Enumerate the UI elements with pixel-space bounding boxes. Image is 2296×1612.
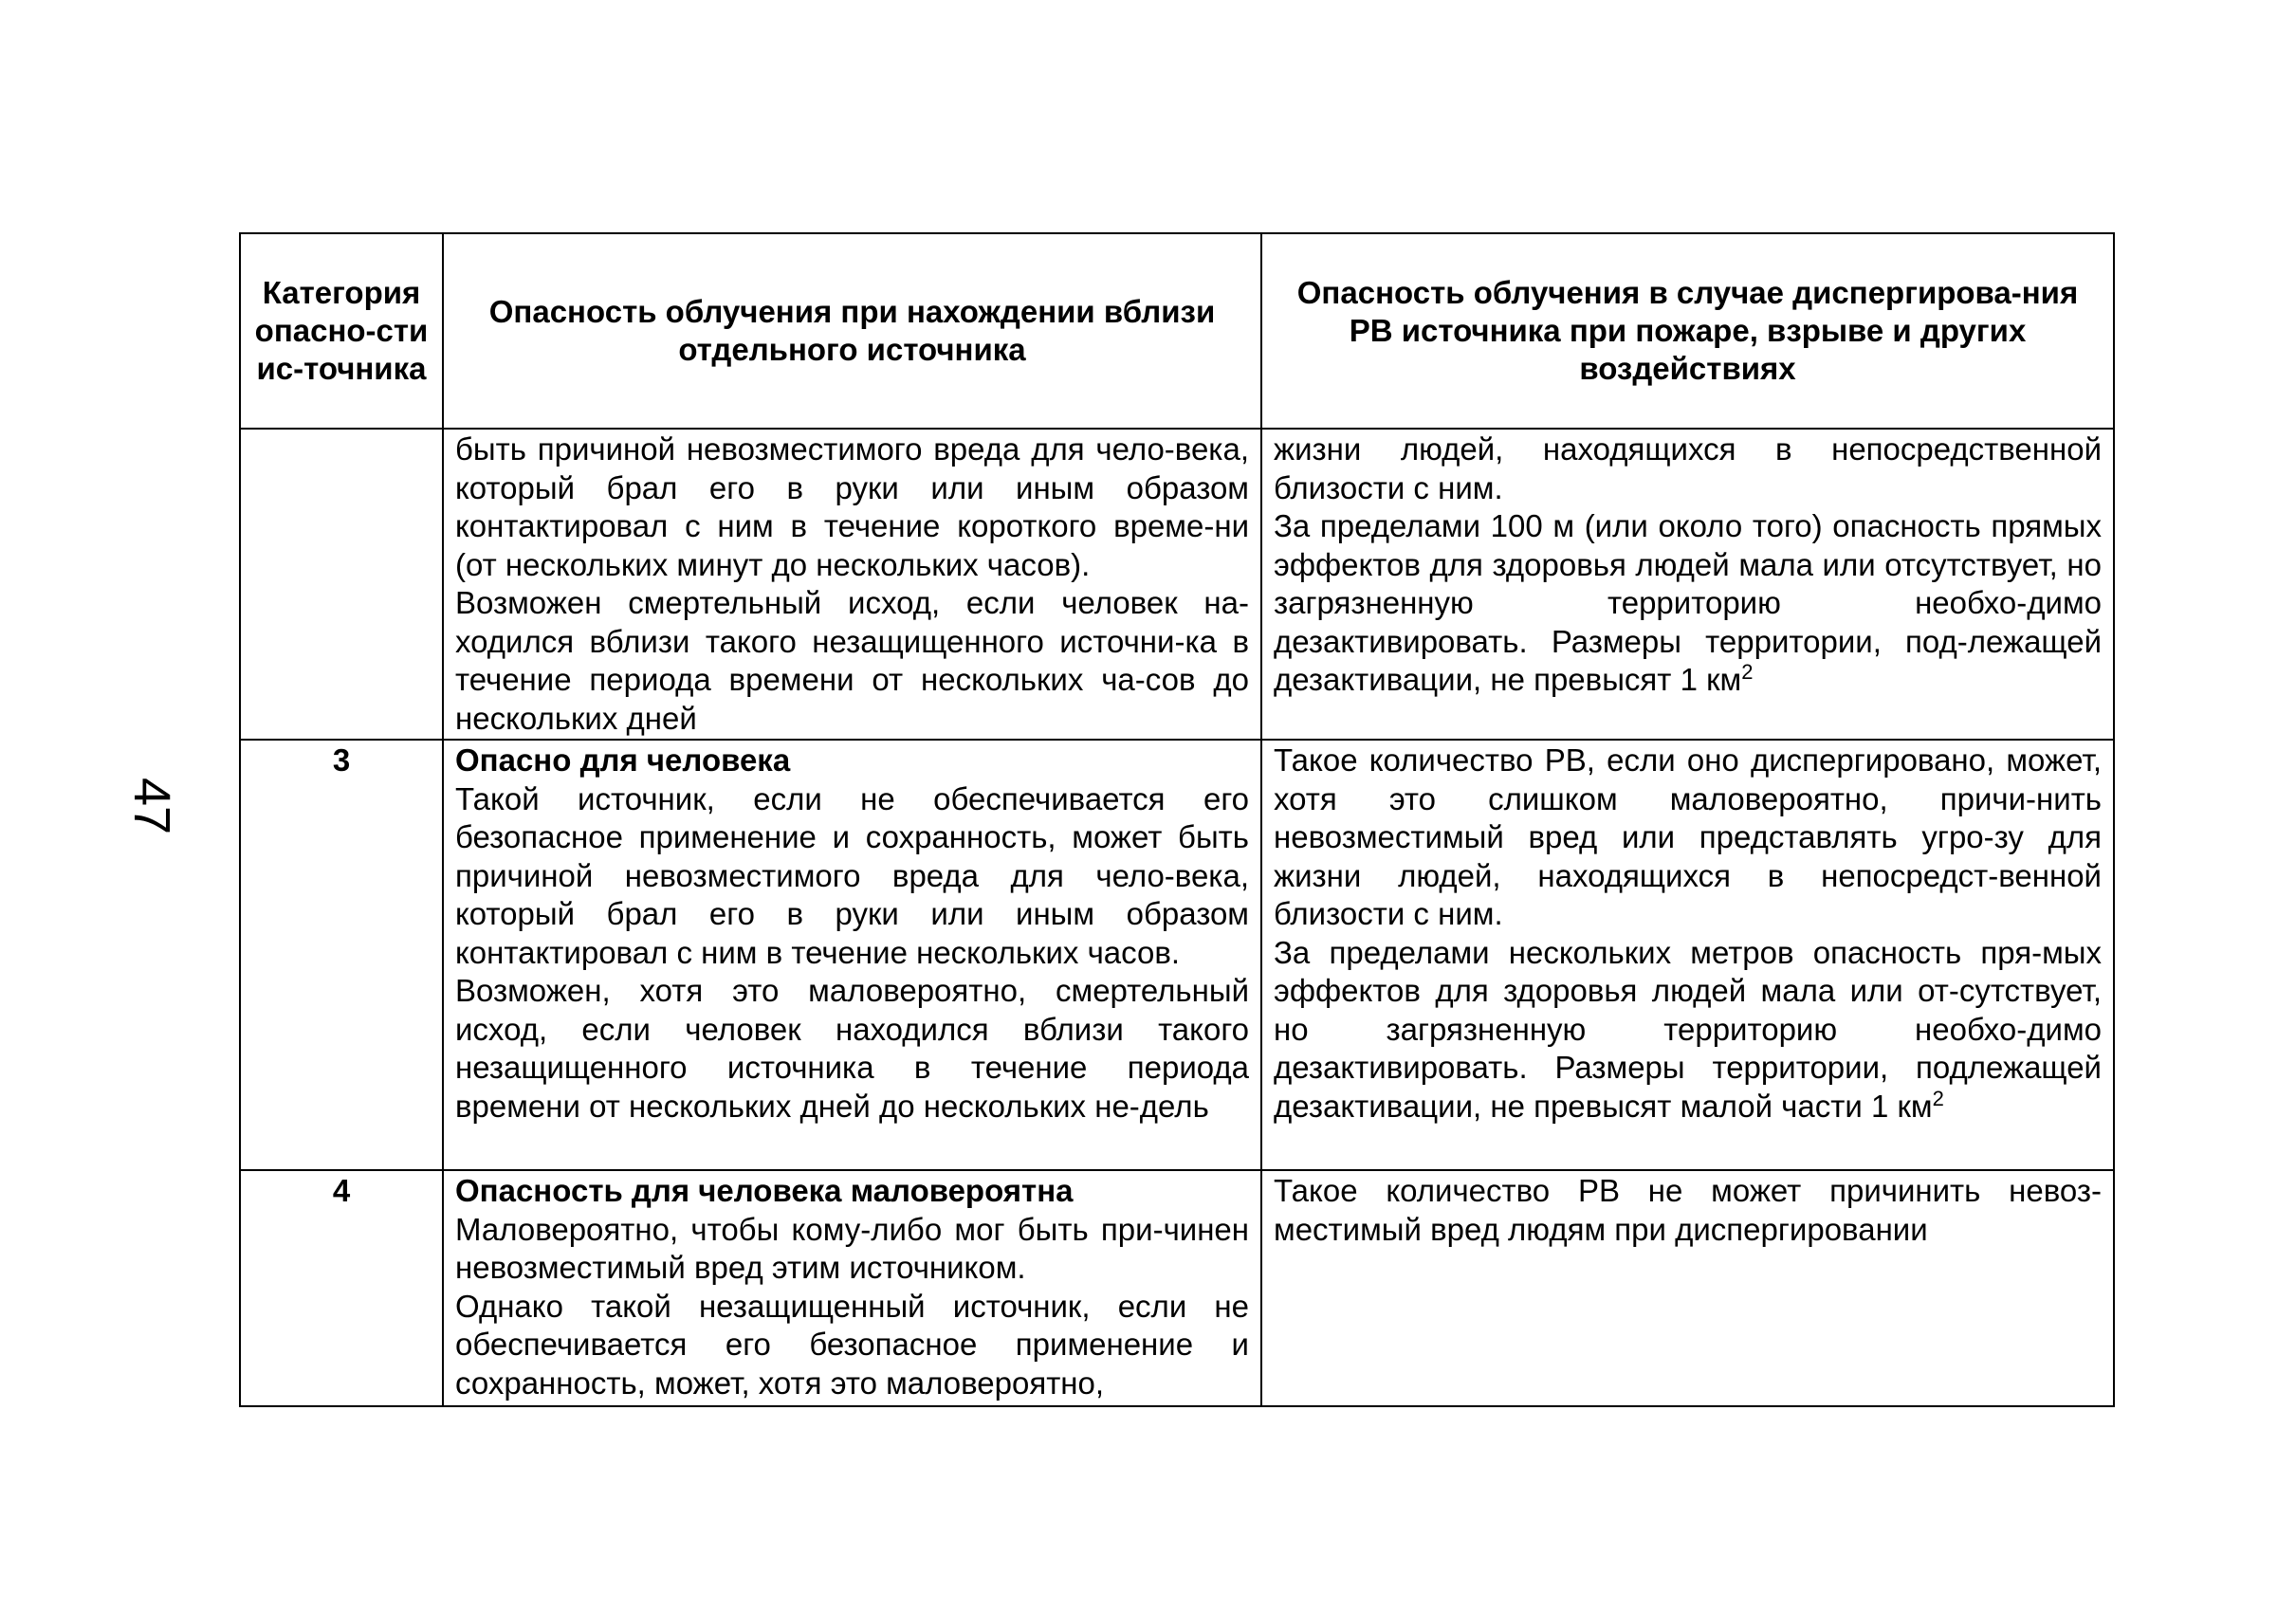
near-source-paragraph: Маловероятно, чтобы кому-либо мог быть при-чинен невозместимый вред этим источником. xyxy=(455,1211,1249,1285)
header-category: Категория опасно-сти ис-точника xyxy=(240,233,443,429)
near-source-paragraph: Такой источник, если не обеспечивается его безопасное применение и сохранность, может быть причиной невозместимого вреда для чело-века, который брал его в руки или иным образом контактировал с ним в течение нескольких часов. xyxy=(455,780,1249,970)
table-row xyxy=(240,740,2114,1170)
category-cell xyxy=(240,429,443,740)
dispersal-paragraph: жизни людей, находящихся в непосредственной близости с ним. xyxy=(1274,431,2102,505)
dispersal-paragraph-text: За пределами 100 м (или около того) опасность прямых эффектов для здоровья людей мала или отсутствует, но загрязненную территорию необхо-димо дезактивировать. Размеры территории, под-лежащей дезактивации, не превысят 1 км xyxy=(1274,508,2102,697)
risk-title: Опасно для человека xyxy=(455,742,791,778)
near-source-paragraph: быть причиной невозместимого вреда для чело-века, который брал его в руки или иным образом контактировал с ним в течение короткого време-ни (от нескольких минут до нескольких часов). xyxy=(455,431,1249,582)
near-source-cell xyxy=(443,1170,1261,1406)
km-squared-superscript: 2 xyxy=(1741,660,1754,684)
near-source-cell xyxy=(443,740,1261,1170)
dispersal-paragraph: Такое количество РВ не может причинить невоз-местимый вред людям при диспергировании xyxy=(1274,1173,2102,1247)
near-source-paragraph: Возможен, хотя это маловероятно, смертельный исход, если человек находился вблизи такого незащищенного источника в течение периода времени от нескольких дней до нескольких не-дель xyxy=(455,973,1249,1124)
risk-title: Опасность для человека маловероятна xyxy=(455,1173,1074,1208)
dispersal-cell xyxy=(1261,740,2114,1170)
header-dispersal: Опасность облучения в случае диспергирова-ния РВ источника при пожаре, взрыве и других воздействиях xyxy=(1261,233,2114,429)
table-row xyxy=(240,429,2114,740)
km-squared-superscript: 2 xyxy=(1932,1086,1944,1110)
header-near-source: Опасность облучения при нахождении вблизи отдельного источника xyxy=(443,233,1261,429)
category-cell: 3 xyxy=(240,740,443,1170)
table-header-row xyxy=(240,233,2114,429)
near-source-paragraph: Однако такой незащищенный источник, если не обеспечивается его безопасное применение и сохранность, может, хотя это маловероятно, xyxy=(455,1288,1249,1401)
hazard-category-table xyxy=(239,232,2115,1407)
dispersal-cell xyxy=(1261,429,2114,740)
near-source-paragraph: Возможен смертельный исход, если человек на-ходился вблизи такого незащищенного источни-ка в течение периода времени от нескольких ча-сов до нескольких дней xyxy=(455,585,1249,736)
dispersal-paragraph xyxy=(1274,934,2102,1127)
dispersal-cell xyxy=(1261,1170,2114,1406)
near-source-cell xyxy=(443,429,1261,740)
category-cell: 4 xyxy=(240,1170,443,1406)
dispersal-paragraph xyxy=(1274,507,2102,700)
page-number: 47 xyxy=(123,777,180,835)
dispersal-paragraph-text: За пределами нескольких метров опасность пря-мых эффектов для здоровья людей мала или от-сутствует, но загрязненную территорию необхо-димо дезактивировать. Размеры территории, подлежащей дезактивации, не превысят малой части 1 км xyxy=(1274,934,2102,1124)
dispersal-paragraph: Такое количество РВ, если оно диспергировано, может, хотя это слишком маловероятно, причи-нить невозместимый вред или представлять угро-зу для жизни людей, находящихся в непосредст-венной близости с ним. xyxy=(1274,742,2102,931)
table-row xyxy=(240,1170,2114,1406)
